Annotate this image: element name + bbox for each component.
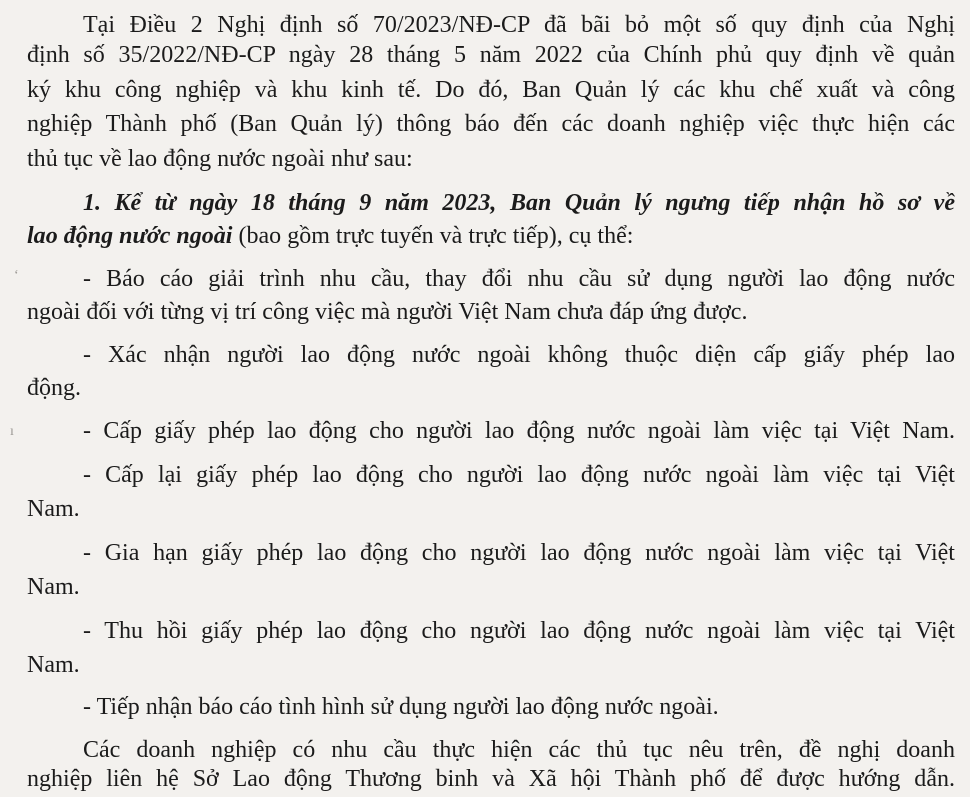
- intro-line: nghiệp Thành phố (Ban Quản lý) thông báo đến các doanh nghiệp việc thực hiện các: [27, 111, 955, 137]
- list-item: - Tiếp nhận báo cáo tình hình sử dụng người lao động nước ngoài.: [83, 694, 719, 720]
- intro-line: ký khu công nghiệp và khu kinh tế. Do đó, Ban Quản lý các khu chế xuất và công: [27, 77, 955, 103]
- list-item: - Cấp giấy phép lao động cho người lao động nước ngoài làm việc tại Việt Nam.: [83, 418, 955, 444]
- closing-line: nghiệp liên hệ Sở Lao động Thương binh và Xã hội Thành phố để được hướng dẫn.: [27, 766, 955, 792]
- list-item: - Cấp lại giấy phép lao động cho người lao động nước ngoài làm việc tại Việt: [83, 462, 955, 488]
- point-1-rest: (bao gồm trực tuyến và trực tiếp), cụ thể:: [232, 223, 634, 249]
- intro-line: thủ tục về lao động nước ngoài như sau:: [27, 146, 413, 172]
- list-item: - Xác nhận người lao động nước ngoài không thuộc diện cấp giấy phép lao: [83, 342, 955, 368]
- list-item-continuation: Nam.: [27, 574, 80, 600]
- list-item-continuation: động.: [27, 375, 82, 401]
- point-1-bold-phrase: lao động nước ngoài: [27, 223, 233, 249]
- intro-line: Tại Điều 2 Nghị định số 70/2023/NĐ-CP đã bãi bỏ một số quy định của Nghị: [83, 12, 955, 38]
- scan-mark: ı: [10, 424, 14, 439]
- list-item: - Thu hồi giấy phép lao động cho người lao động nước ngoài làm việc tại Việt: [83, 618, 955, 644]
- list-item-continuation: Nam.: [27, 652, 80, 678]
- point-1-line-2: [27, 221, 633, 251]
- list-item: - Báo cáo giải trình nhu cầu, thay đổi nhu cầu sử dụng người lao động nước: [83, 266, 955, 292]
- closing-line: Các doanh nghiệp có nhu cầu thực hiện các thủ tục nêu trên, đề nghị doanh: [83, 737, 955, 763]
- list-item-continuation: ngoài đối với từng vị trí công việc mà người Việt Nam chưa đáp ứng được.: [27, 299, 748, 325]
- scan-mark: ‘: [14, 268, 19, 283]
- list-item-continuation: Nam.: [27, 496, 80, 522]
- list-item: - Gia hạn giấy phép lao động cho người lao động nước ngoài làm việc tại Việt: [83, 540, 955, 566]
- intro-line: định số 35/2022/NĐ-CP ngày 28 tháng 5 năm 2022 của Chính phủ quy định về quản: [27, 42, 955, 68]
- point-1-heading: 1. Kể từ ngày 18 tháng 9 năm 2023, Ban Quản lý ngưng tiếp nhận hồ sơ về: [83, 190, 955, 216]
